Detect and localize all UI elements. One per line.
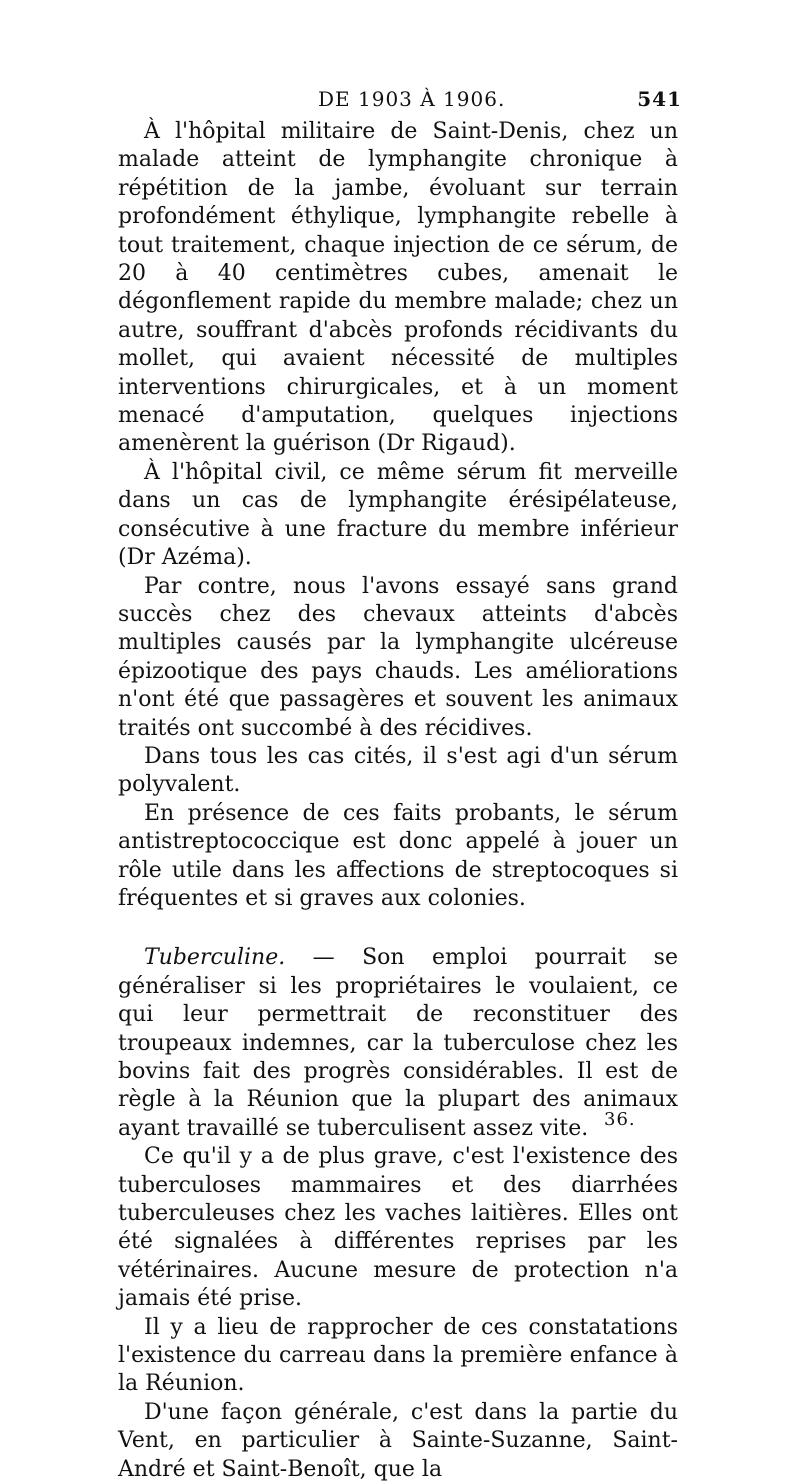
signature-mark: 36. <box>604 1109 636 1130</box>
paragraph-carreau: Il y a lieu de rapprocher de ces constatations l'existence du carreau dans la première enfance à la Réunion. <box>118 1314 678 1397</box>
running-title: DE 1903 À 1906. <box>318 87 506 111</box>
paragraph-partie-du-vent: D'une façon générale, c'est dans la partie du Vent, en particulier à Sainte-Suzanne, Saint-André et Saint-Benoît, que la <box>118 1399 678 1482</box>
paragraph-plus-grave: Ce qu'il y a de plus grave, c'est l'existence des tuberculoses mammaires et des diarrhées tuberculeuses chez les vaches laitières. Elles ont été signalées à différentes reprises par les vétérinaires. Aucune mesure de protection n'a jamais été prise. <box>118 1144 678 1312</box>
paragraph-serum-polyvalent: Dans tous les cas cités, il s'est agi d'un sérum polyvalent. <box>118 743 678 798</box>
paragraph-tuberculine <box>118 944 678 1143</box>
running-head <box>0 87 800 117</box>
paragraph-en-presence: En présence de ces faits probants, le sérum antistreptococcique est donc appelé à jouer un rôle utile dans les affections de streptocoques si fréquentes et si graves aux colonies. <box>118 800 678 911</box>
paragraph-hopital-militaire: À l'hôpital militaire de Saint-Denis, chez un malade atteint de lymphangite chronique à répétition de la jambe, évoluant sur terrain profondément éthylique, lymphangite rebelle à tout traitement, chaque injection de ce sérum, de 20 à 40 centimètres cubes, amenait le dégonflement rapide du membre malade; chez un autre, souffrant d'abcès profonds récidivants du mollet, qui avaient nécessité de multiples interventions chirurgicales, et à un moment menacé d'amputation, quelques injections amenèrent la guérison (Dr Rigaud). <box>118 119 678 457</box>
page-number: 541 <box>637 87 682 111</box>
body-text <box>118 118 678 1484</box>
paragraph-par-contre: Par contre, nous l'avons essayé sans grand succès chez des chevaux atteints d'abcès multiples causés par la lymphangite ulcéreuse épizootique des pays chauds. Les améliorations n'ont été que passagères et souvent les animaux traités ont succombé à des récidives. <box>118 573 678 741</box>
paragraph-hopital-civil: À l'hôpital civil, ce même sérum fit merveille dans un cas de lymphangite érésipélateuse, consécutive à une fracture du membre inférieur (Dr Azéma). <box>118 459 678 571</box>
section-heading-tuberculine: Tuberculine. <box>144 945 286 971</box>
tuberculine-text: — Son emploi pourrait se généraliser si les propriétaires le voulaient, ce qui leur permettrait de reconstituer des troupeaux indemnes, car la tuberculose chez les bovins fait des progrès considérables. Il est de règle à la Réunion que la plupart des animaux ayant travaillé se tuberculisent assez vite. <box>118 945 678 1141</box>
